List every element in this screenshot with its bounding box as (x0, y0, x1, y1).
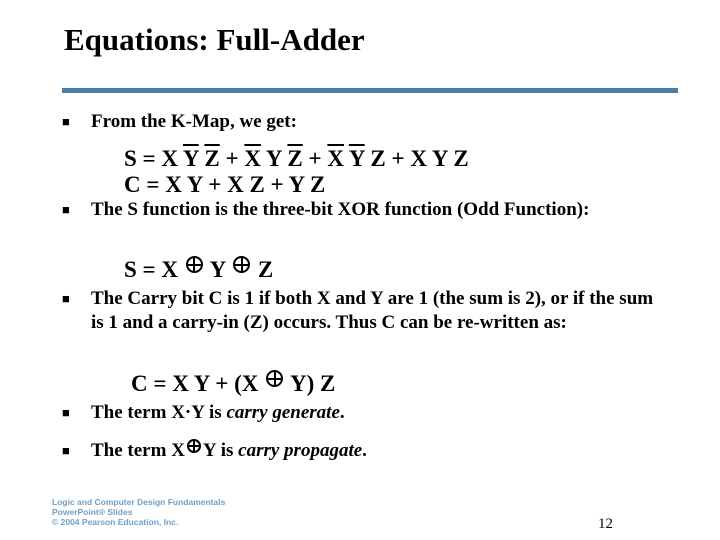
bullet-text-y: Y (202, 440, 216, 461)
footer-credits (52, 497, 225, 527)
bullet-text-suffix: . (362, 440, 367, 461)
bullet-text-suffix: . (339, 402, 345, 423)
xor-icon (186, 256, 203, 273)
term-carry-propagate: carry propagate (238, 440, 363, 461)
equation-s-xor: S = X Y Z (124, 257, 274, 282)
footer-line: Logic and Computer Design Fundamentals (52, 497, 226, 507)
title-divider (62, 88, 678, 93)
slide-title: Equations: Full-Adder (64, 22, 365, 57)
bullet-text: The term X (91, 440, 185, 461)
bullet-square-icon: ■ (62, 114, 70, 129)
xor-icon (187, 439, 201, 453)
footer-line: © 2004 Pearson Education, Inc. (52, 517, 179, 527)
equation-c-sop: C = X Y + X Z + Y Z (124, 172, 326, 197)
bullet-xor (62, 198, 622, 222)
bullet-carry-propagate (62, 439, 662, 463)
footer-line: PowerPoint® Slides (52, 507, 133, 517)
bullet-square-icon: ■ (62, 405, 70, 420)
equation-s-sop: S = X $\overline{Y}$ $\overline{Z} + \overline{X}$ Y $\overline{Z} + \overline{X}$ $\overline{Y}$ Z + X Y Z (124, 146, 469, 171)
bullet-square-icon: ■ (62, 202, 70, 217)
bullet-text-mid: is (215, 440, 239, 461)
bullet-text: The term X·Y is (91, 402, 227, 423)
xor-icon (266, 370, 283, 387)
bullet-text: The S function is the three-bit XOR function (Odd Function): (91, 199, 590, 220)
bullet-square-icon: ■ (62, 291, 70, 306)
term-carry-generate: carry generate (226, 402, 340, 423)
bullet-carry-generate (62, 401, 662, 425)
bullet-text: The Carry bit C is 1 if both X and Y are 1 (the sum is 2), or if the sum is 1 and a carry-in (Z) occurs. Thus C can be re-written as: (91, 288, 654, 333)
bullet-carry (62, 287, 662, 335)
page-number: 12 (598, 516, 613, 532)
equation-c-new: C = X Y + (X Y) Z (131, 371, 336, 396)
bullet-kmap (62, 110, 662, 134)
bullet-text: From the K-Map, we get: (91, 111, 297, 132)
xor-icon (233, 256, 250, 273)
bullet-square-icon: ■ (62, 443, 70, 458)
